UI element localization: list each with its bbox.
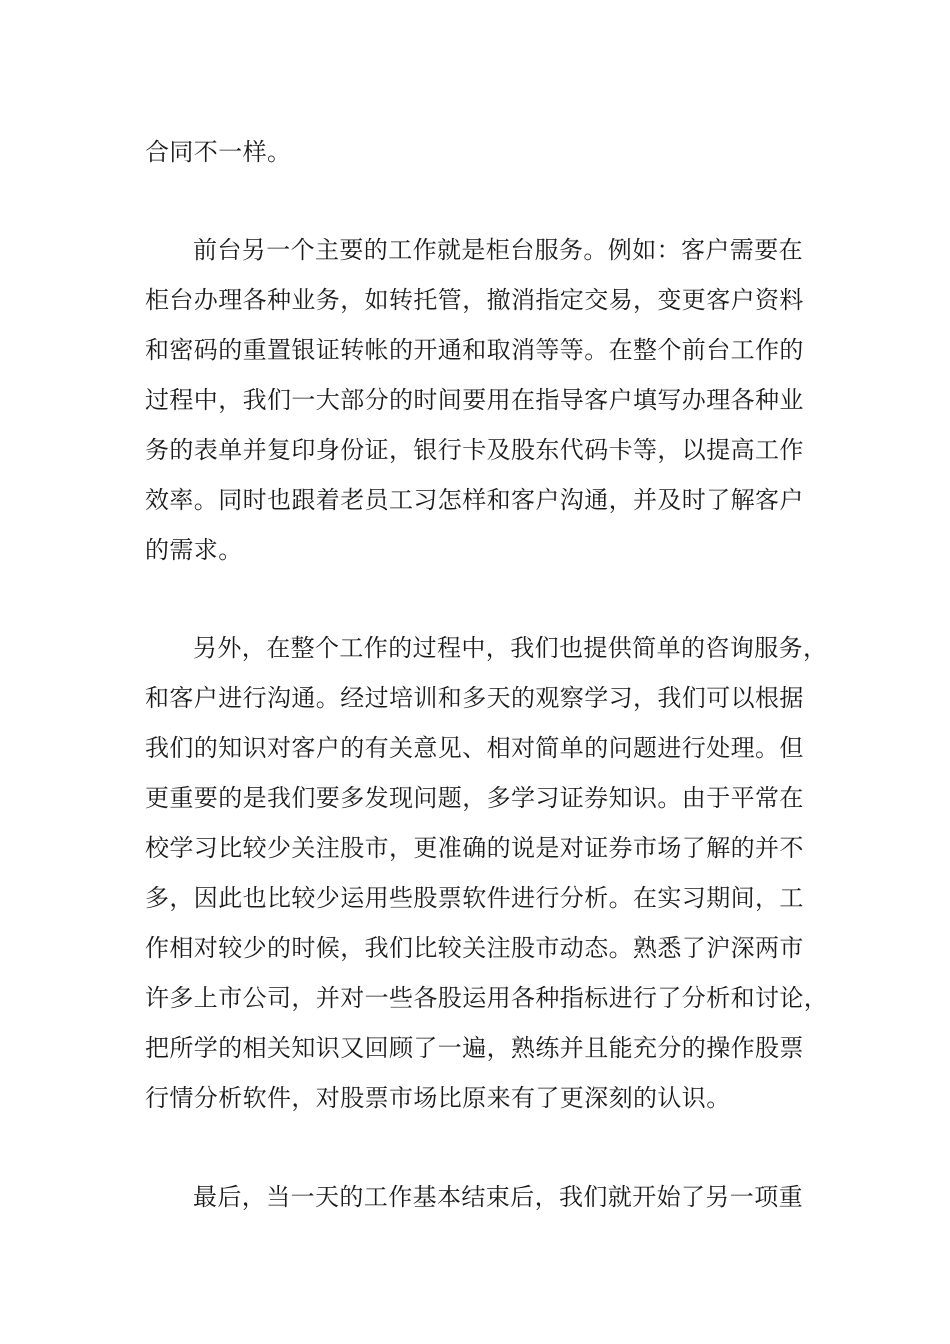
paragraph-line: 效率。同时也跟着老员工习怎样和客户沟通，并及时了解客户 [145,486,804,514]
paragraph-line: 我们的知识对客户的有关意见、相对简单的问题进行处理。但 [145,734,804,762]
paragraph-line: 更重要的是我们要多发现问题，多学习证券知识。由于平常在 [145,784,804,812]
paragraph-line: 的需求。 [145,536,243,564]
paragraph-line: 和密码的重置银证转帐的开通和取消等等。在整个前台工作的 [145,336,804,364]
paragraph-line: 前台另一个主要的工作就是柜台服务。例如：客户需要在 [193,236,803,264]
paragraph-line: 和客户进行沟通。经过培训和多天的观察学习，我们可以根据 [145,684,804,712]
paragraph-line: 另外，在整个工作的过程中，我们也提供简单的咨询服务， [193,634,828,662]
paragraph-line: 把所学的相关知识又回顾了一遍，熟练并且能充分的操作股票 [145,1034,804,1062]
paragraph-line: 柜台办理各种业务，如转托管，撤消指定交易，变更客户资料 [145,286,804,314]
paragraph-line: 行情分析软件，对股票市场比原来有了更深刻的认识。 [145,1084,731,1112]
paragraph-line: 最后，当一天的工作基本结束后，我们就开始了另一项重 [193,1183,803,1211]
paragraph-line: 合同不一样。 [145,138,292,166]
paragraph-line: 校学习比较少关注股市，更准确的说是对证券市场了解的并不 [145,834,804,862]
paragraph-line: 多，因此也比较少运用些股票软件进行分析。在实习期间，工 [145,884,804,912]
paragraph-line: 务的表单并复印身份证，银行卡及股东代码卡等，以提高工作 [145,436,804,464]
paragraph-line: 过程中，我们一大部分的时间要用在指导客户填写办理各种业 [145,386,804,414]
paragraph-line: 许多上市公司，并对一些各股运用各种指标进行了分析和讨论， [145,984,829,1012]
paragraph-line: 作相对较少的时候，我们比较关注股市动态。熟悉了沪深两市 [145,934,804,962]
